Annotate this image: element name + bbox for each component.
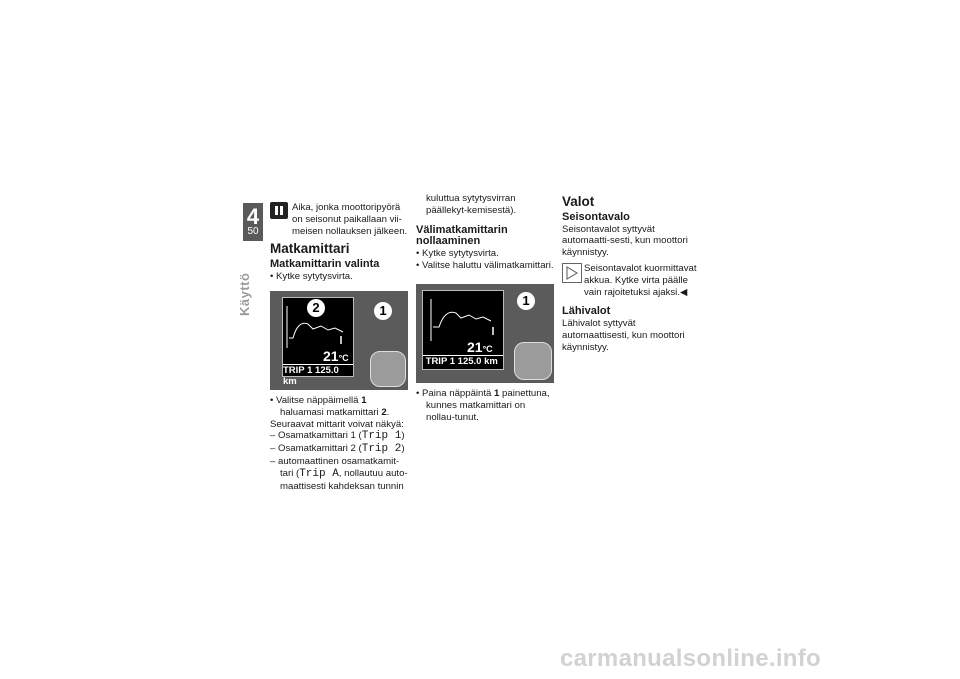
dash-tripa: – automaattinen osamatkamit-tari (Trip A, nollautuu auto-maattisesti kahdeksan tunnin — [270, 455, 408, 492]
subheading-trip-select: Matkamittarin valinta — [270, 258, 380, 271]
dash-trip2: – Osamatkamittari 2 (Trip 2) — [270, 443, 405, 456]
graph-icon-2 — [423, 291, 503, 346]
bullet-ignition-2: • Kytke sytytysvirta. — [416, 248, 499, 260]
column-1 — [270, 202, 410, 283]
button-1-2 — [514, 342, 552, 380]
dash-trip1: – Osamatkamittari 1 (Trip 1) — [270, 430, 405, 443]
figure-display-2 — [416, 284, 554, 383]
intro-text: Aika, jonka moottoripyörä on seisonut paikallaan vii-meisen nollauksen jälkeen. — [292, 202, 408, 237]
heading-trip-meter: Matkamittari — [270, 241, 350, 257]
callout-1: 1 — [374, 302, 392, 320]
trip-readout: TRIP 1 125.0 km — [283, 364, 353, 387]
column-3 — [562, 196, 702, 354]
button-1 — [370, 351, 406, 387]
column-1-lower — [270, 395, 410, 492]
watermark: carmanualsonline.info — [560, 645, 822, 672]
bullet-select-trip: • Valitse näppäimellä 1 haluamasi matkamittari 2. — [270, 395, 390, 418]
warning-text: Seisontavalot kuormittavat akkua. Kytke virta päälle vain rajoitetuksi ajaksi.◀ — [584, 262, 697, 298]
heading-reset: Välimatkamittarin nollaaminen — [416, 223, 508, 248]
callout-2: 2 — [307, 299, 325, 317]
callout-1-2: 1 — [517, 292, 535, 310]
bullet-choose: • Valitse haluttu välimatkamittari. — [416, 259, 554, 271]
section-label: Käyttö — [237, 272, 252, 316]
lcd-screen-2 — [422, 290, 504, 370]
temperature-2: 21°C — [467, 339, 493, 355]
pause-icon — [270, 202, 288, 219]
warning-triangle-icon — [562, 263, 582, 283]
page-number: 50 — [247, 226, 259, 237]
parking-text: Seisontavalot syttyvät automaatti-sesti, kun moottori käynnistyy. — [562, 223, 688, 259]
column-2-lower — [416, 388, 554, 423]
bullet-press: • Paina näppäintä 1 painettuna, kunnes matkamittari on nollau-tunut. — [416, 388, 550, 423]
end-mark-icon: ◀ — [679, 286, 688, 298]
trip-readout-2: TRIP 1 125.0 km — [423, 355, 503, 367]
chapter-tab: 4 — [243, 203, 263, 241]
shown-text: Seuraavat mittarit voivat näkyä: — [270, 418, 404, 430]
subheading-low-beam: Lähivalot — [562, 305, 611, 318]
heading-lights: Valot — [562, 194, 595, 209]
warning-box — [562, 263, 702, 298]
bullet-ignition: • Kytke sytytysvirta. — [270, 270, 353, 282]
subheading-parking: Seisontavalo — [562, 210, 630, 223]
column-2 — [416, 193, 554, 272]
temperature: 21°C — [323, 348, 349, 364]
cont-text: kuluttua sytytysvirran päällekyt-kemisestä). — [426, 193, 517, 216]
low-beam-text: Lähivalot syttyvät automaattisesti, kun moottori käynnistyy. — [562, 318, 685, 353]
figure-display-1 — [270, 291, 408, 390]
